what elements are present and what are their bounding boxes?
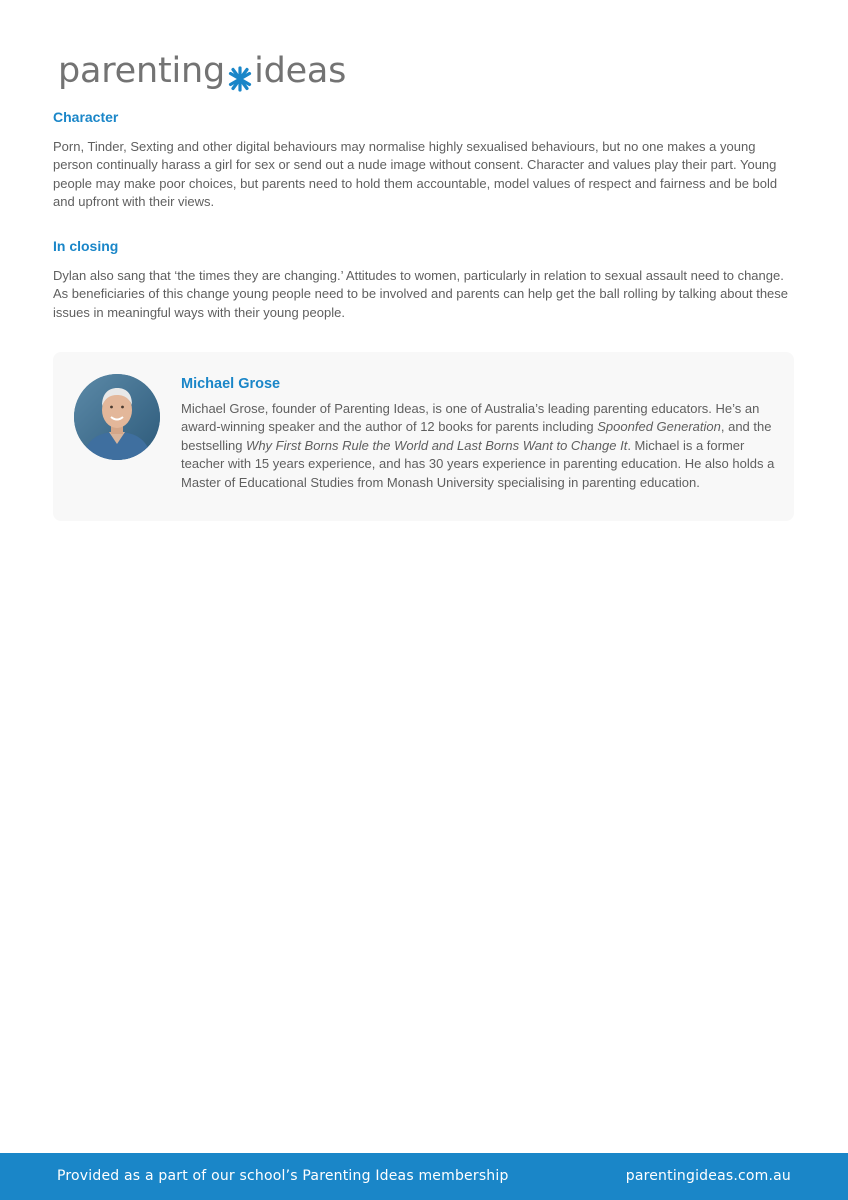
asterisk-star-icon — [227, 61, 253, 87]
author-photo — [74, 374, 160, 460]
logo-text-parenting: parenting — [58, 51, 226, 91]
book-title-first-borns: Why First Borns Rule the World and Last Borns Want to Change It — [246, 437, 628, 453]
section-body-closing: Dylan also sang that ‘the times they are changing.’ Attitudes to women, particularly in relation to sexual assault need to change. As beneficiaries of this change young people need to be involved and parents can help get the ball rolling by talking about these issues in meaningful ways with their young people. — [53, 268, 789, 320]
author-name: Michael Grose — [181, 376, 281, 392]
book-title-spoonfed: Spoonfed Generation — [597, 419, 721, 435]
author-bio-part2: , and the bestselling — [181, 419, 772, 453]
author-bio — [181, 400, 777, 492]
brand-logo — [58, 48, 346, 94]
section-body-character: Porn, Tinder, Sexting and other digital behaviours may normalise highly sexualised behaviours, but no one makes a young person continually harass a girl for sex or send out a nude image without consent. Character and values play their part. Young people may make poor choices, but parents need to hold them accountable, model values of respect and fairness and be bold and upfront with their views. — [53, 139, 778, 209]
section-closing — [53, 237, 793, 322]
logo-text-ideas: ideas — [254, 51, 347, 91]
footer-membership-text: Provided as a part of our school’s Parenting Ideas membership — [57, 1168, 509, 1184]
section-heading-character: Character — [53, 109, 119, 125]
section-character — [53, 108, 793, 211]
footer-website-link[interactable]: parentingideas.com.au — [625, 1168, 791, 1184]
author-bio-part3: . Michael is a former teacher with 15 years experience, and has 30 years experience in parenting education. He also holds a Master of Educational Studies from Monash University specialising in parenting education. — [181, 437, 775, 490]
section-heading-closing: In closing — [53, 238, 119, 254]
footer-bar — [0, 1153, 848, 1200]
author-card — [53, 352, 794, 521]
author-bio-part1: Michael Grose, founder of Parenting Ideas, is one of Australia’s leading parenting educators. He’s an award-winning speaker and the author of 12 books for parents including — [181, 401, 760, 435]
